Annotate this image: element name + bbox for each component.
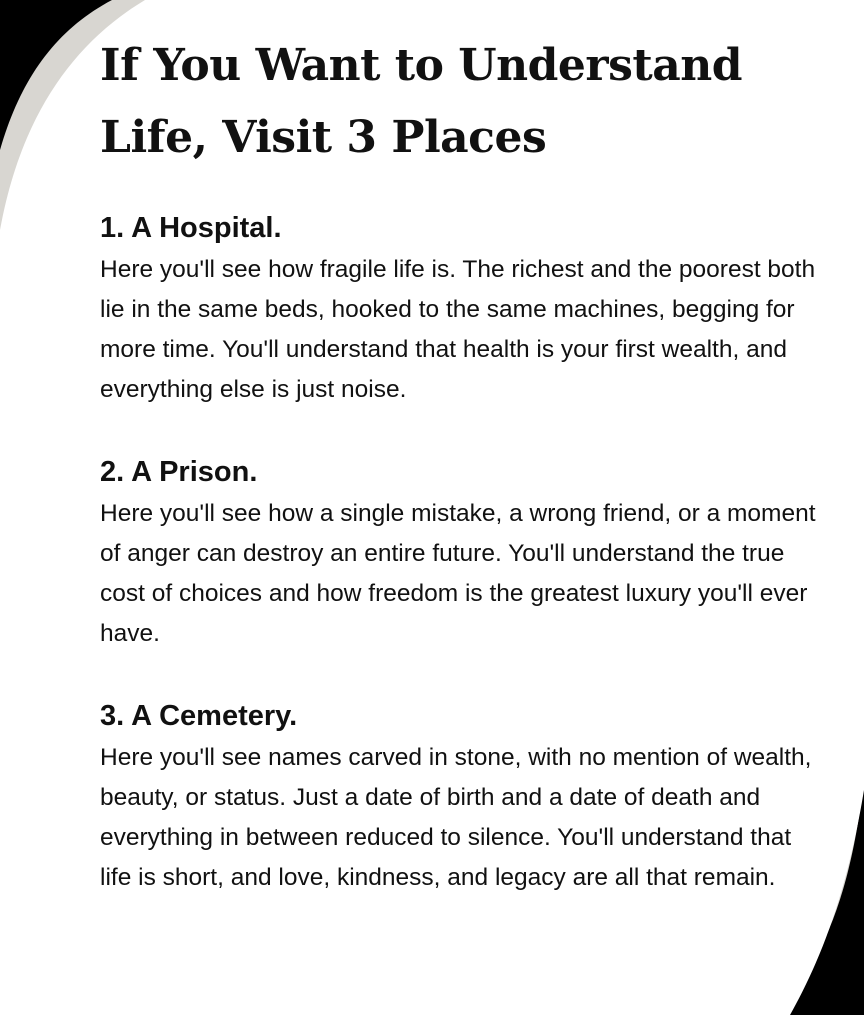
page-title: If You Want to Understand Life, Visit 3 Places xyxy=(100,40,742,163)
section-body: Here you'll see how fragile life is. The richest and the poorest both lie in the same beds, hooked to the same machines, begging for more time. You'll understand that health is your first wealth, and everything else is just noise. xyxy=(100,256,816,403)
section-body: Here you'll see how a single mistake, a wrong friend, or a moment of anger can destroy an entire future. You'll understand the true cost of choices and how freedom is the greatest luxury you'll ever have. xyxy=(100,500,816,647)
section-hospital xyxy=(100,206,820,410)
section-body: Here you'll see names carved in stone, with no mention of wealth, beauty, or status. Just a date of birth and a date of death and everything in between reduced to silence. You'll understand that life is short, and love, kindness, and legacy are all that remain. xyxy=(100,744,812,891)
section-prison xyxy=(100,450,820,654)
article xyxy=(100,30,820,938)
section-heading: 3. A Cemetery. xyxy=(100,700,298,732)
section-cemetery xyxy=(100,694,820,898)
section-heading: 2. A Prison. xyxy=(100,456,258,488)
section-heading: 1. A Hospital. xyxy=(100,212,282,244)
